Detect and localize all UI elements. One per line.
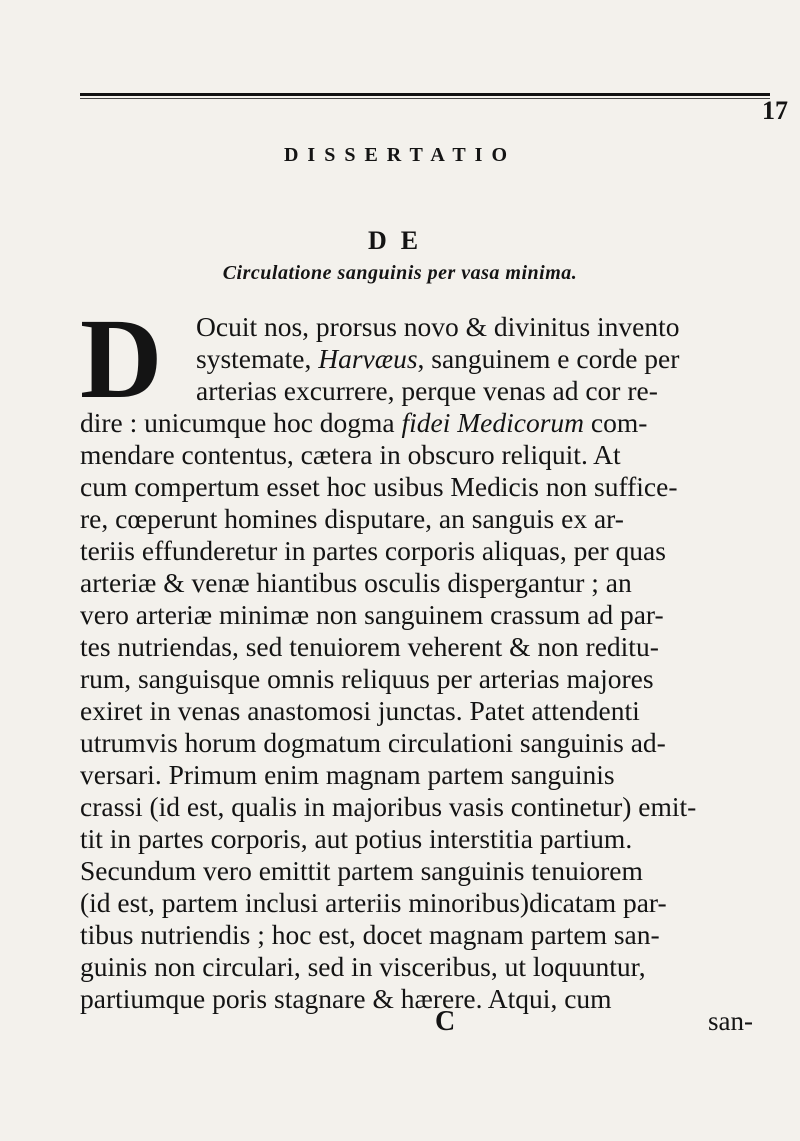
page-title: DISSERTATIO	[283, 144, 517, 166]
text-line: tibus nutriendis ; hoc est, docet magnam partem san-	[80, 919, 660, 950]
text-line: arterias excurrere, perque venas ad cor re-	[196, 375, 658, 406]
text-line: dire : unicumque hoc dogma fidei Medicorum com-	[80, 407, 648, 438]
text-line: Secundum vero emittit partem sanguinis tenuiorem	[80, 855, 643, 886]
text-line: partiumque poris stagnare & hærere. Atqui, cum	[80, 983, 612, 1014]
text-line: mendare contentus, cætera in obscuro reliquit. At	[80, 439, 621, 470]
text-line: re, cœperunt homines disputare, an sanguis ex ar-	[80, 503, 624, 534]
text-line: rum, sanguisque omnis reliquus per arterias majores	[80, 663, 654, 694]
header-rule	[80, 93, 770, 96]
text-line: arteriæ & venæ hiantibus osculis dispergantur ; an	[80, 567, 632, 598]
drop-cap: D	[80, 295, 163, 422]
text-line: cum compertum esset hoc usibus Medicis non suffice-	[80, 471, 678, 502]
title-de: DE	[367, 226, 433, 255]
text-line: guinis non circulari, sed in visceribus, ut loquuntur,	[80, 951, 646, 982]
text-line: vero arteriæ minimæ non sanguinem crassum ad par-	[80, 599, 664, 630]
catchword: san-	[708, 1006, 753, 1036]
header-rule-thin	[80, 98, 770, 99]
text-line: tit in partes corporis, aut potius interstitia partium.	[80, 823, 633, 854]
text-line: exiret in venas anastomosi junctas. Patet attendenti	[80, 695, 640, 726]
text-line: Ocuit nos, prorsus novo & divinitus invento	[196, 311, 680, 342]
text-line: versari. Primum enim magnam partem sanguinis	[80, 759, 615, 790]
page-subtitle: Circulatione sanguinis per vasa minima.	[222, 262, 578, 284]
text-line: utrumvis horum dogmatum circulationi sanguinis ad-	[80, 727, 666, 758]
page-number: 17	[762, 96, 788, 125]
text-line: systemate, Harvæus, sanguinem e corde per	[196, 343, 680, 374]
text-line: tes nutriendas, sed tenuiorem veherent & non reditu-	[80, 631, 659, 662]
text-line: (id est, partem inclusi arteriis minoribus)dicatam par-	[80, 887, 667, 918]
signature-mark: C	[435, 1006, 456, 1037]
text-line: crassi (id est, qualis in majoribus vasis continetur) emit-	[80, 791, 697, 822]
text-line: teriis effunderetur in partes corporis aliquas, per quas	[80, 535, 666, 566]
